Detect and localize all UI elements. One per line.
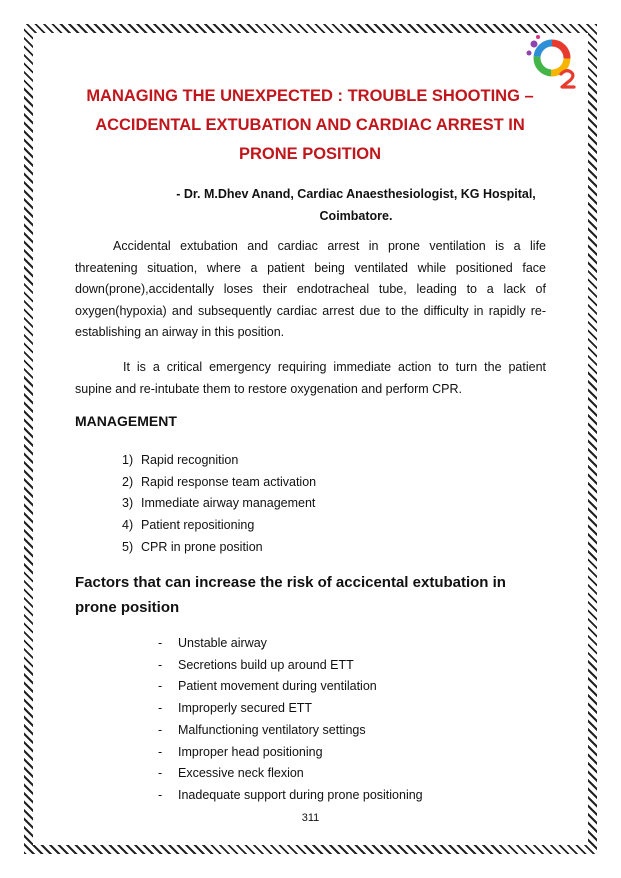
list-item-text: Patient repositioning	[141, 518, 255, 533]
bullet-dash: -	[158, 766, 163, 781]
author-line-1: - Dr. M.Dhev Anand, Cardiac Anaesthesiologist, KG Hospital,	[176, 187, 536, 201]
management-list	[122, 450, 316, 559]
title-line-2: ACCIDENTAL EXTUBATION AND CARDIAC ARREST IN	[95, 116, 525, 134]
list-number: 5)	[122, 539, 134, 554]
bullet-dash: -	[158, 744, 163, 759]
bullet-dash: -	[158, 701, 163, 716]
list-item	[158, 633, 423, 655]
list-item-text: Immediate airway management	[141, 496, 316, 511]
title-line-1: MANAGING THE UNEXPECTED : TROUBLE SHOOTING –	[86, 87, 534, 105]
list-number: 1)	[122, 453, 134, 467]
list-item-text: Secretions build up around ETT	[178, 657, 354, 672]
article-title	[70, 82, 550, 169]
factors-heading: Factors that can increase the risk of accicental extubation in prone position	[75, 574, 506, 616]
factors-list	[158, 633, 423, 807]
author-line-2: Coimbatore.	[319, 209, 393, 223]
management-heading: MANAGEMENT	[75, 413, 177, 429]
bullet-dash: -	[158, 722, 163, 737]
list-number: 2)	[122, 474, 134, 489]
list-item	[158, 676, 423, 698]
list-item-text: Excessive neck flexion	[178, 766, 304, 781]
author-byline	[160, 183, 552, 227]
list-item-text: Improper head positioning	[178, 744, 323, 759]
list-number: 3)	[122, 496, 134, 511]
bullet-dash: -	[158, 679, 163, 694]
list-item-text: Rapid recognition	[141, 453, 239, 467]
list-item	[158, 720, 423, 742]
bullet-dash: -	[158, 657, 163, 672]
list-item	[122, 450, 316, 472]
list-item-text: CPR in prone position	[141, 539, 263, 554]
list-number: 4)	[122, 518, 134, 533]
list-item	[122, 537, 316, 559]
title-line-3: PRONE POSITION	[238, 145, 382, 163]
list-item	[122, 472, 316, 494]
list-item-text: Inadequate support during prone positioning	[178, 787, 423, 802]
list-item	[158, 655, 423, 677]
bullet-dash: -	[158, 636, 163, 650]
bullet-dash: -	[158, 787, 163, 802]
list-item	[158, 742, 423, 764]
list-item	[122, 515, 316, 537]
page-number: 311	[301, 812, 320, 824]
emergency-paragraph: It is a critical emergency requiring immediate action to turn the patient supine and re-intubate them to restore oxygenation and perform CPR.	[75, 360, 546, 396]
list-item-text: Unstable airway	[178, 636, 267, 650]
list-item-text: Improperly secured ETT	[178, 701, 313, 716]
list-item	[158, 785, 423, 807]
list-item-text: Malfunctioning ventilatory settings	[178, 722, 366, 737]
list-item-text: Rapid response team activation	[141, 474, 317, 489]
intro-paragraph: Accidental extubation and cardiac arrest in prone ventilation is a life threatening situation, where a patient being ventilated while positioned face down(prone),accidentally loses their endotracheal tube, leading to a lack of oxygen(hypoxia) and subsequently cardiac arrest due to the difficulty in rapidly re-establishing an airway in this position.	[75, 239, 546, 340]
list-item	[122, 493, 316, 515]
list-item	[158, 698, 423, 720]
list-item-text: Patient movement during ventilation	[178, 679, 377, 694]
list-item	[158, 763, 423, 785]
